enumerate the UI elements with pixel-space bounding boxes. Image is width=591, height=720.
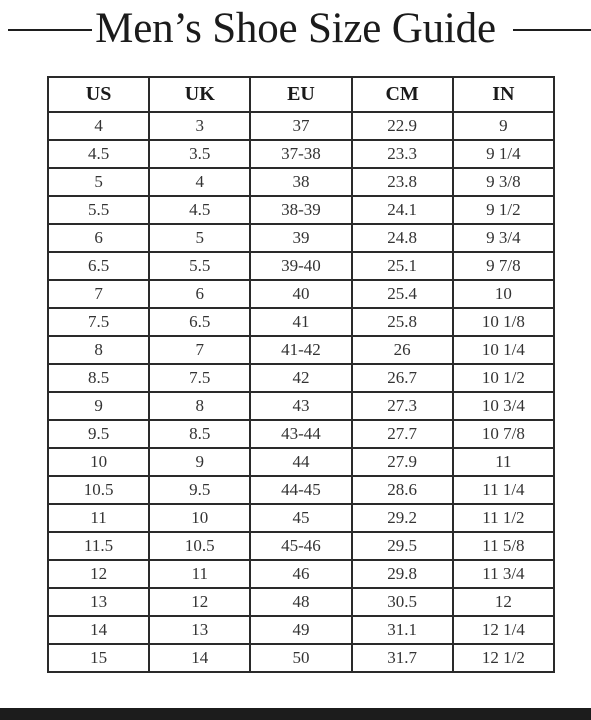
cell-eu: 46 bbox=[250, 560, 351, 588]
cell-cm: 29.8 bbox=[352, 560, 453, 588]
cell-cm: 24.1 bbox=[352, 196, 453, 224]
cell-eu: 44-45 bbox=[250, 476, 351, 504]
table-row bbox=[48, 616, 554, 644]
table-row bbox=[48, 308, 554, 336]
cell-cm: 28.6 bbox=[352, 476, 453, 504]
cell-us: 7.5 bbox=[48, 308, 149, 336]
cell-us: 7 bbox=[48, 280, 149, 308]
cell-us: 9.5 bbox=[48, 420, 149, 448]
table-row bbox=[48, 112, 554, 140]
column-header-cm: CM bbox=[352, 77, 453, 112]
cell-us: 6 bbox=[48, 224, 149, 252]
table-row bbox=[48, 420, 554, 448]
cell-uk: 7.5 bbox=[149, 364, 250, 392]
column-header-uk: UK bbox=[149, 77, 250, 112]
cell-cm: 31.1 bbox=[352, 616, 453, 644]
cell-cm: 22.9 bbox=[352, 112, 453, 140]
cell-uk: 12 bbox=[149, 588, 250, 616]
cell-cm: 25.8 bbox=[352, 308, 453, 336]
cell-in: 9 3/4 bbox=[453, 224, 554, 252]
cell-cm: 30.5 bbox=[352, 588, 453, 616]
table-row bbox=[48, 588, 554, 616]
cell-us: 4.5 bbox=[48, 140, 149, 168]
bottom-bar bbox=[0, 708, 591, 720]
title-rule-right bbox=[513, 29, 591, 31]
table-row bbox=[48, 224, 554, 252]
table-row bbox=[48, 448, 554, 476]
cell-uk: 13 bbox=[149, 616, 250, 644]
cell-uk: 10 bbox=[149, 504, 250, 532]
cell-uk: 5.5 bbox=[149, 252, 250, 280]
cell-in: 11 5/8 bbox=[453, 532, 554, 560]
cell-in: 12 bbox=[453, 588, 554, 616]
table-header-row bbox=[48, 77, 554, 112]
cell-eu: 37-38 bbox=[250, 140, 351, 168]
cell-us: 4 bbox=[48, 112, 149, 140]
cell-cm: 23.3 bbox=[352, 140, 453, 168]
table-row bbox=[48, 252, 554, 280]
cell-us: 8 bbox=[48, 336, 149, 364]
cell-eu: 41 bbox=[250, 308, 351, 336]
shoe-size-table bbox=[47, 76, 555, 673]
table-row bbox=[48, 644, 554, 672]
cell-in: 9 1/2 bbox=[453, 196, 554, 224]
cell-eu: 37 bbox=[250, 112, 351, 140]
table-row bbox=[48, 476, 554, 504]
cell-uk: 4 bbox=[149, 168, 250, 196]
cell-in: 10 1/8 bbox=[453, 308, 554, 336]
cell-eu: 43 bbox=[250, 392, 351, 420]
cell-in: 12 1/2 bbox=[453, 644, 554, 672]
table-row bbox=[48, 280, 554, 308]
cell-eu: 45-46 bbox=[250, 532, 351, 560]
cell-in: 11 bbox=[453, 448, 554, 476]
title-row bbox=[0, 0, 591, 62]
cell-uk: 8 bbox=[149, 392, 250, 420]
cell-eu: 49 bbox=[250, 616, 351, 644]
cell-cm: 31.7 bbox=[352, 644, 453, 672]
table-row bbox=[48, 140, 554, 168]
cell-uk: 3 bbox=[149, 112, 250, 140]
cell-eu: 42 bbox=[250, 364, 351, 392]
table-row bbox=[48, 168, 554, 196]
cell-uk: 3.5 bbox=[149, 140, 250, 168]
cell-eu: 39 bbox=[250, 224, 351, 252]
cell-us: 10 bbox=[48, 448, 149, 476]
cell-cm: 27.3 bbox=[352, 392, 453, 420]
cell-uk: 7 bbox=[149, 336, 250, 364]
cell-in: 9 7/8 bbox=[453, 252, 554, 280]
column-header-in: IN bbox=[453, 77, 554, 112]
cell-cm: 25.1 bbox=[352, 252, 453, 280]
cell-uk: 4.5 bbox=[149, 196, 250, 224]
cell-cm: 27.9 bbox=[352, 448, 453, 476]
cell-in: 10 1/4 bbox=[453, 336, 554, 364]
cell-cm: 25.4 bbox=[352, 280, 453, 308]
cell-eu: 45 bbox=[250, 504, 351, 532]
cell-cm: 29.5 bbox=[352, 532, 453, 560]
cell-us: 5.5 bbox=[48, 196, 149, 224]
table-row bbox=[48, 504, 554, 532]
cell-uk: 5 bbox=[149, 224, 250, 252]
cell-us: 13 bbox=[48, 588, 149, 616]
cell-in: 9 3/8 bbox=[453, 168, 554, 196]
page-title: Men’s Shoe Size Guide bbox=[95, 5, 496, 52]
cell-in: 12 1/4 bbox=[453, 616, 554, 644]
cell-cm: 27.7 bbox=[352, 420, 453, 448]
cell-in: 10 bbox=[453, 280, 554, 308]
cell-in: 9 bbox=[453, 112, 554, 140]
cell-uk: 9.5 bbox=[149, 476, 250, 504]
table-body bbox=[48, 112, 554, 672]
cell-uk: 10.5 bbox=[149, 532, 250, 560]
cell-cm: 26 bbox=[352, 336, 453, 364]
column-header-eu: EU bbox=[250, 77, 351, 112]
cell-in: 11 1/2 bbox=[453, 504, 554, 532]
table-row bbox=[48, 560, 554, 588]
table-row bbox=[48, 336, 554, 364]
cell-us: 8.5 bbox=[48, 364, 149, 392]
cell-uk: 6 bbox=[149, 280, 250, 308]
cell-eu: 48 bbox=[250, 588, 351, 616]
cell-us: 12 bbox=[48, 560, 149, 588]
table-row bbox=[48, 196, 554, 224]
cell-uk: 9 bbox=[149, 448, 250, 476]
cell-in: 10 7/8 bbox=[453, 420, 554, 448]
cell-in: 11 1/4 bbox=[453, 476, 554, 504]
cell-us: 14 bbox=[48, 616, 149, 644]
cell-cm: 24.8 bbox=[352, 224, 453, 252]
cell-uk: 14 bbox=[149, 644, 250, 672]
cell-in: 9 1/4 bbox=[453, 140, 554, 168]
cell-uk: 11 bbox=[149, 560, 250, 588]
cell-eu: 50 bbox=[250, 644, 351, 672]
cell-eu: 43-44 bbox=[250, 420, 351, 448]
cell-uk: 8.5 bbox=[149, 420, 250, 448]
cell-us: 9 bbox=[48, 392, 149, 420]
cell-eu: 44 bbox=[250, 448, 351, 476]
cell-eu: 40 bbox=[250, 280, 351, 308]
cell-eu: 41-42 bbox=[250, 336, 351, 364]
cell-cm: 29.2 bbox=[352, 504, 453, 532]
cell-in: 11 3/4 bbox=[453, 560, 554, 588]
cell-us: 11 bbox=[48, 504, 149, 532]
cell-eu: 39-40 bbox=[250, 252, 351, 280]
cell-in: 10 3/4 bbox=[453, 392, 554, 420]
cell-us: 6.5 bbox=[48, 252, 149, 280]
cell-in: 10 1/2 bbox=[453, 364, 554, 392]
cell-eu: 38-39 bbox=[250, 196, 351, 224]
cell-cm: 26.7 bbox=[352, 364, 453, 392]
cell-cm: 23.8 bbox=[352, 168, 453, 196]
cell-us: 10.5 bbox=[48, 476, 149, 504]
column-header-us: US bbox=[48, 77, 149, 112]
table-row bbox=[48, 364, 554, 392]
table-row bbox=[48, 392, 554, 420]
cell-eu: 38 bbox=[250, 168, 351, 196]
cell-us: 15 bbox=[48, 644, 149, 672]
table-row bbox=[48, 532, 554, 560]
cell-us: 5 bbox=[48, 168, 149, 196]
cell-uk: 6.5 bbox=[149, 308, 250, 336]
cell-us: 11.5 bbox=[48, 532, 149, 560]
